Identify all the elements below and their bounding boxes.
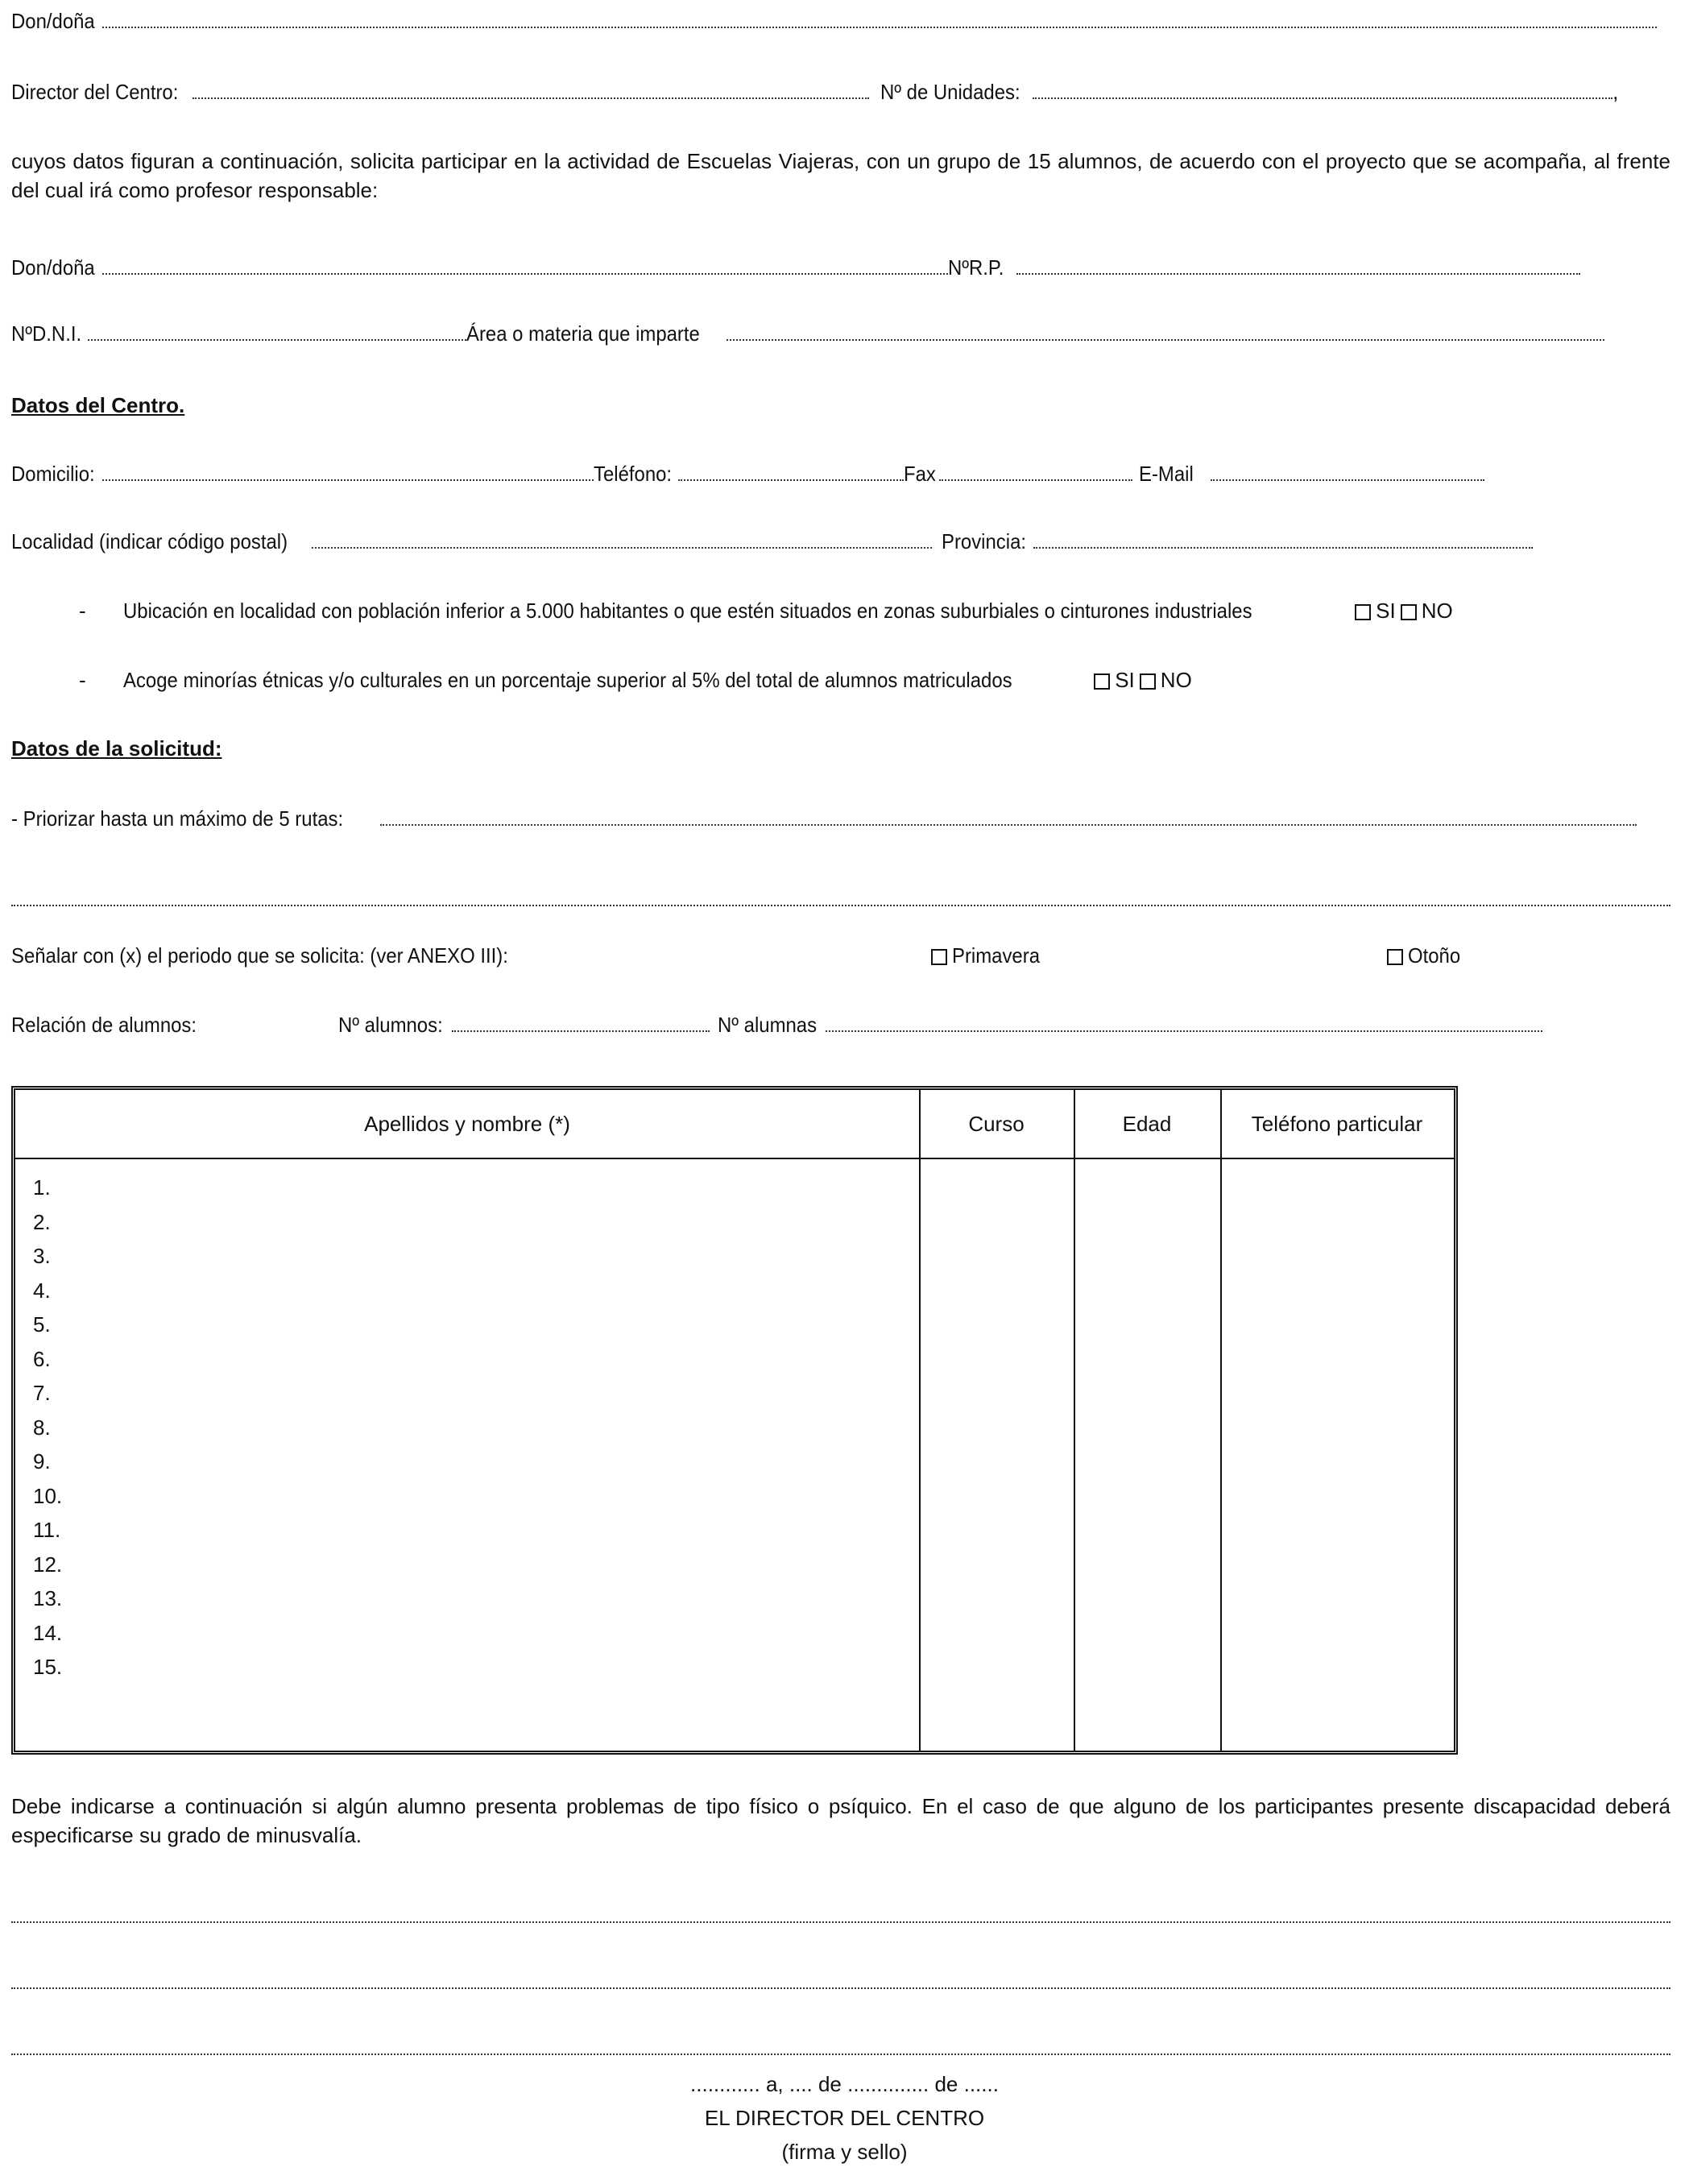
locality-line bbox=[11, 528, 1533, 554]
director-centre-field[interactable] bbox=[192, 97, 869, 99]
col-divider bbox=[919, 1090, 921, 1751]
q2-no-checkbox[interactable] bbox=[1140, 673, 1156, 690]
students-line bbox=[11, 1012, 213, 1038]
domicilio-field[interactable] bbox=[102, 479, 594, 481]
boys-field[interactable] bbox=[452, 1030, 710, 1032]
notes-field-2[interactable] bbox=[11, 1987, 1670, 1989]
notes-field-3[interactable] bbox=[11, 2053, 1670, 2055]
routes-line bbox=[11, 806, 1637, 831]
autumn-option bbox=[1382, 943, 1465, 968]
email-label: E-Mail bbox=[1138, 462, 1194, 486]
routes-label: - Priorizar hasta un máximo de 5 rutas: bbox=[11, 806, 344, 831]
q1-line bbox=[79, 598, 1453, 624]
teacher-name-label: Don/doña bbox=[11, 255, 95, 280]
col-divider bbox=[1220, 1090, 1222, 1751]
area-field[interactable] bbox=[727, 338, 1604, 341]
table-row[interactable]: 10. bbox=[33, 1483, 63, 1508]
table-row[interactable]: 3. bbox=[33, 1244, 51, 1268]
girls-label: Nº alumnas bbox=[718, 1013, 818, 1037]
dni-label: NºD.N.I. bbox=[11, 321, 82, 346]
dni-line bbox=[11, 321, 1604, 346]
table-row[interactable]: 1. bbox=[33, 1175, 51, 1200]
boys-label: Nº alumnos: bbox=[338, 1013, 443, 1037]
q2-line bbox=[79, 667, 1192, 693]
header-phone: Teléfono particular bbox=[1251, 1111, 1423, 1136]
table-row[interactable]: 14. bbox=[33, 1620, 63, 1645]
director-centre-line bbox=[11, 79, 1618, 105]
routes-field[interactable] bbox=[380, 823, 1637, 826]
director-name-label: Don/doña bbox=[11, 9, 95, 33]
signature-title: EL DIRECTOR DEL CENTRO bbox=[704, 2106, 985, 2130]
autumn-label: Otoño bbox=[1408, 943, 1461, 968]
autumn-checkbox[interactable] bbox=[1387, 949, 1403, 965]
request-heading: Datos de la solicitud: bbox=[11, 736, 222, 760]
signature-subtitle: (firma y sello) bbox=[781, 2140, 908, 2164]
teacher-name-line bbox=[11, 255, 1580, 280]
table-row[interactable]: 9. bbox=[33, 1449, 51, 1473]
director-name-line bbox=[11, 8, 1657, 34]
q1-yes-label: SI bbox=[1376, 599, 1396, 623]
students-counts bbox=[338, 1012, 1542, 1038]
teacher-name-field[interactable] bbox=[102, 272, 948, 275]
students-relation-label: Relación de alumnos: bbox=[11, 1013, 197, 1037]
request-paragraph: cuyos datos figuran a continuación, solicita participar en la actividad de Escuelas Viajeras, con un grupo de 15 alumnos, de acuerdo con el proyecto que se acompaña, al frente del cual irá como profesor responsable: bbox=[11, 149, 1670, 202]
fax-label: Fax bbox=[904, 462, 937, 486]
q2-yes-checkbox[interactable] bbox=[1094, 673, 1110, 690]
telefono-field[interactable] bbox=[678, 479, 904, 481]
fax-field[interactable] bbox=[939, 479, 1132, 481]
director-centre-label: Director del Centro: bbox=[11, 80, 179, 104]
table-row[interactable]: 6. bbox=[33, 1346, 51, 1371]
q2-text: Acoge minorías étnicas y/o culturales en un porcentaje superior al 5% del total de alumnos matriculados bbox=[122, 668, 1012, 692]
units-comma: , bbox=[1612, 80, 1619, 104]
units-field[interactable] bbox=[1033, 97, 1612, 99]
header-age: Edad bbox=[1122, 1111, 1172, 1136]
units-label: Nº de Unidades: bbox=[880, 80, 1021, 104]
q1-no-label: NO bbox=[1421, 599, 1453, 623]
provincia-field[interactable] bbox=[1033, 546, 1533, 549]
table-row[interactable]: 12. bbox=[33, 1552, 63, 1577]
date-line: ............ a, .... de .............. de ...... bbox=[690, 2072, 999, 2096]
dni-field[interactable] bbox=[88, 338, 466, 341]
director-name-field[interactable] bbox=[102, 26, 1657, 28]
q1-dash: - bbox=[79, 599, 86, 623]
students-table bbox=[11, 1086, 1458, 1755]
nrp-label: NºR.P. bbox=[947, 255, 1004, 280]
domicilio-label: Domicilio: bbox=[11, 462, 95, 486]
period-label: Señalar con (x) el periodo que se solicita: (ver ANEXO III): bbox=[11, 943, 508, 968]
routes-field-2[interactable] bbox=[11, 904, 1670, 906]
table-row[interactable]: 8. bbox=[33, 1415, 51, 1440]
table-row[interactable]: 13. bbox=[33, 1586, 63, 1610]
centre-heading: Datos del Centro. bbox=[11, 393, 185, 417]
table-row[interactable]: 2. bbox=[33, 1209, 51, 1234]
girls-field[interactable] bbox=[826, 1030, 1542, 1032]
spring-label: Primavera bbox=[952, 943, 1041, 968]
email-field[interactable] bbox=[1211, 479, 1484, 481]
localidad-field[interactable] bbox=[312, 546, 932, 549]
localidad-label: Localidad (indicar código postal) bbox=[11, 529, 288, 553]
q2-yes-label: SI bbox=[1115, 668, 1135, 692]
q2-no-label: NO bbox=[1160, 668, 1192, 692]
col-divider bbox=[1074, 1090, 1075, 1751]
table-row[interactable]: 15. bbox=[33, 1655, 63, 1679]
spring-option bbox=[926, 943, 1047, 968]
table-row[interactable]: 7. bbox=[33, 1381, 51, 1405]
area-label: Área o materia que imparte bbox=[466, 321, 700, 346]
header-name: Apellidos y nombre (*) bbox=[364, 1111, 570, 1136]
table-row[interactable]: 11. bbox=[33, 1518, 61, 1542]
centre-contact-line bbox=[11, 461, 1484, 487]
telefono-label: Teléfono: bbox=[593, 462, 672, 486]
q1-no-checkbox[interactable] bbox=[1401, 604, 1417, 620]
nrp-field[interactable] bbox=[1016, 272, 1580, 275]
header-course: Curso bbox=[968, 1111, 1025, 1136]
provincia-label: Provincia: bbox=[941, 529, 1026, 553]
q1-text: Ubicación en localidad con población inferior a 5.000 habitantes o que estén situados en zonas suburbiales o cinturones industriales bbox=[122, 599, 1252, 623]
table-rows bbox=[33, 1171, 62, 1685]
table-row[interactable]: 5. bbox=[33, 1312, 51, 1337]
spring-checkbox[interactable] bbox=[931, 949, 947, 965]
period-line bbox=[11, 943, 552, 968]
disability-note: Debe indicarse a continuación si algún alumno presenta problemas de tipo físico o psíquico. En el caso de que alguno de los participantes presente discapacidad deberá especificarse su grado de minusvalía. bbox=[11, 1794, 1670, 1847]
q1-yes-checkbox[interactable] bbox=[1355, 604, 1371, 620]
q2-dash: - bbox=[79, 668, 86, 692]
table-row[interactable]: 4. bbox=[33, 1278, 51, 1303]
notes-field-1[interactable] bbox=[11, 1921, 1670, 1923]
